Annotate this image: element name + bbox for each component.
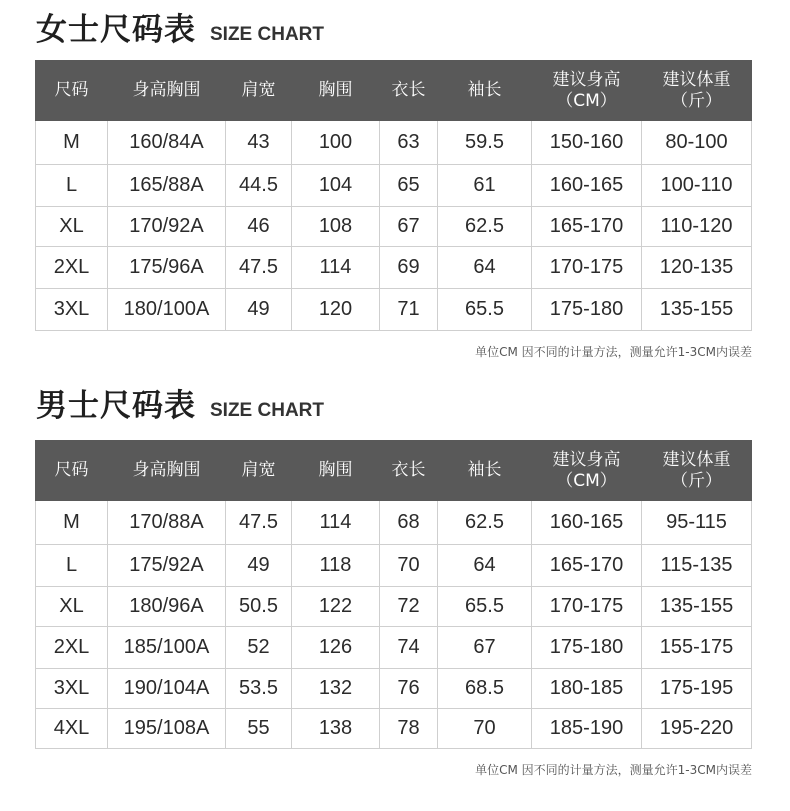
table-cell: 78: [380, 709, 438, 749]
table-cell: 185-190: [532, 709, 642, 749]
table-cell: 55: [226, 709, 292, 749]
column-header: 袖长: [438, 441, 532, 501]
table-cell: 53.5: [226, 669, 292, 709]
column-header: 胸围: [292, 441, 380, 501]
table-cell: 160-165: [532, 165, 642, 207]
table-cell: 2XL: [36, 627, 108, 669]
table-cell: 46: [226, 207, 292, 247]
table-cell: XL: [36, 587, 108, 627]
column-header: 胸围: [292, 61, 380, 121]
table-cell: 67: [380, 207, 438, 247]
table-cell: 61: [438, 165, 532, 207]
table-cell: 170-175: [532, 247, 642, 289]
table-cell: 195-220: [642, 709, 752, 749]
table-cell: 170/88A: [108, 501, 226, 545]
table-row: [36, 627, 752, 669]
table-cell: 114: [292, 501, 380, 545]
table-cell: 114: [292, 247, 380, 289]
table-cell: 115-135: [642, 545, 752, 587]
table-cell: 175-180: [532, 627, 642, 669]
table-cell: 100-110: [642, 165, 752, 207]
men-title: 男士尺码表: [36, 388, 196, 424]
table-cell: 64: [438, 545, 532, 587]
table-row: [36, 289, 752, 331]
table-cell: 165/88A: [108, 165, 226, 207]
table-cell: 65.5: [438, 587, 532, 627]
table-cell: 70: [438, 709, 532, 749]
column-header: 袖长: [438, 61, 532, 121]
table-cell: 195/108A: [108, 709, 226, 749]
column-header: 身高胸围: [108, 61, 226, 121]
table-cell: 43: [226, 121, 292, 165]
table-cell: 108: [292, 207, 380, 247]
table-cell: 132: [292, 669, 380, 709]
table-cell: 95-115: [642, 501, 752, 545]
column-header: 尺码: [36, 441, 108, 501]
table-cell: 175-180: [532, 289, 642, 331]
table-cell: 2XL: [36, 247, 108, 289]
table-cell: 64: [438, 247, 532, 289]
table-cell: L: [36, 165, 108, 207]
column-header: 建议身高 （CM）: [532, 441, 642, 501]
column-header: 衣长: [380, 441, 438, 501]
table-cell: 69: [380, 247, 438, 289]
women-title-en: SIZE CHART: [210, 24, 324, 45]
men-heading: [36, 372, 324, 422]
table-cell: 165-170: [532, 545, 642, 587]
table-row: [36, 545, 752, 587]
table-cell: 65: [380, 165, 438, 207]
table-cell: 62.5: [438, 207, 532, 247]
table-cell: 135-155: [642, 587, 752, 627]
table-cell: L: [36, 545, 108, 587]
table-cell: 68.5: [438, 669, 532, 709]
table-cell: 3XL: [36, 669, 108, 709]
table-cell: 68: [380, 501, 438, 545]
table-cell: 190/104A: [108, 669, 226, 709]
table-cell: 100: [292, 121, 380, 165]
table-row: [36, 165, 752, 207]
table-row: [36, 247, 752, 289]
table-cell: 47.5: [226, 247, 292, 289]
table-cell: 49: [226, 545, 292, 587]
table-cell: 44.5: [226, 165, 292, 207]
table-cell: 65.5: [438, 289, 532, 331]
table-cell: 3XL: [36, 289, 108, 331]
table-cell: 70: [380, 545, 438, 587]
header-row: [36, 441, 752, 501]
table-cell: 120-135: [642, 247, 752, 289]
table-cell: M: [36, 501, 108, 545]
table-cell: 74: [380, 627, 438, 669]
table-cell: 170-175: [532, 587, 642, 627]
table-cell: 49: [226, 289, 292, 331]
column-header: 建议体重 （斤）: [642, 441, 752, 501]
table-cell: 72: [380, 587, 438, 627]
table-cell: 180/96A: [108, 587, 226, 627]
table-cell: 180-185: [532, 669, 642, 709]
table-cell: 67: [438, 627, 532, 669]
table-cell: 50.5: [226, 587, 292, 627]
column-header: 衣长: [380, 61, 438, 121]
table-cell: 110-120: [642, 207, 752, 247]
column-header: 肩宽: [226, 61, 292, 121]
table-cell: 150-160: [532, 121, 642, 165]
column-header: 肩宽: [226, 441, 292, 501]
column-header: 尺码: [36, 61, 108, 121]
table-cell: 160-165: [532, 501, 642, 545]
table-cell: 175-195: [642, 669, 752, 709]
column-header: 建议体重 （斤）: [642, 61, 752, 121]
table-cell: 160/84A: [108, 121, 226, 165]
table-cell: 175/92A: [108, 545, 226, 587]
table-cell: 104: [292, 165, 380, 207]
table-row: [36, 501, 752, 545]
table-cell: 138: [292, 709, 380, 749]
table-cell: 63: [380, 121, 438, 165]
table-row: [36, 121, 752, 165]
table-cell: 47.5: [226, 501, 292, 545]
table-cell: 118: [292, 545, 380, 587]
women-title: 女士尺码表: [36, 12, 196, 48]
column-header: 身高胸围: [108, 441, 226, 501]
table-cell: 71: [380, 289, 438, 331]
table-cell: 120: [292, 289, 380, 331]
table-cell: 80-100: [642, 121, 752, 165]
table-cell: M: [36, 121, 108, 165]
table-cell: XL: [36, 207, 108, 247]
table-row: [36, 669, 752, 709]
women-size-table: [35, 60, 752, 331]
table-cell: 185/100A: [108, 627, 226, 669]
table-cell: 165-170: [532, 207, 642, 247]
women-note: 单位CM 因不同的计量方法，测量允许1-3CM内误差: [475, 345, 752, 359]
table-cell: 122: [292, 587, 380, 627]
table-cell: 175/96A: [108, 247, 226, 289]
header-row: [36, 61, 752, 121]
column-header: 建议身高 （CM）: [532, 61, 642, 121]
table-cell: 62.5: [438, 501, 532, 545]
table-row: [36, 207, 752, 247]
table-cell: 76: [380, 669, 438, 709]
men-note: 单位CM 因不同的计量方法，测量允许1-3CM内误差: [475, 763, 752, 777]
men-size-table: [35, 440, 752, 749]
table-cell: 135-155: [642, 289, 752, 331]
table-cell: 126: [292, 627, 380, 669]
women-heading: [36, 0, 324, 46]
table-row: [36, 587, 752, 627]
table-cell: 4XL: [36, 709, 108, 749]
men-title-en: SIZE CHART: [210, 400, 324, 421]
table-cell: 155-175: [642, 627, 752, 669]
table-row: [36, 709, 752, 749]
table-cell: 52: [226, 627, 292, 669]
table-cell: 170/92A: [108, 207, 226, 247]
table-cell: 59.5: [438, 121, 532, 165]
table-cell: 180/100A: [108, 289, 226, 331]
